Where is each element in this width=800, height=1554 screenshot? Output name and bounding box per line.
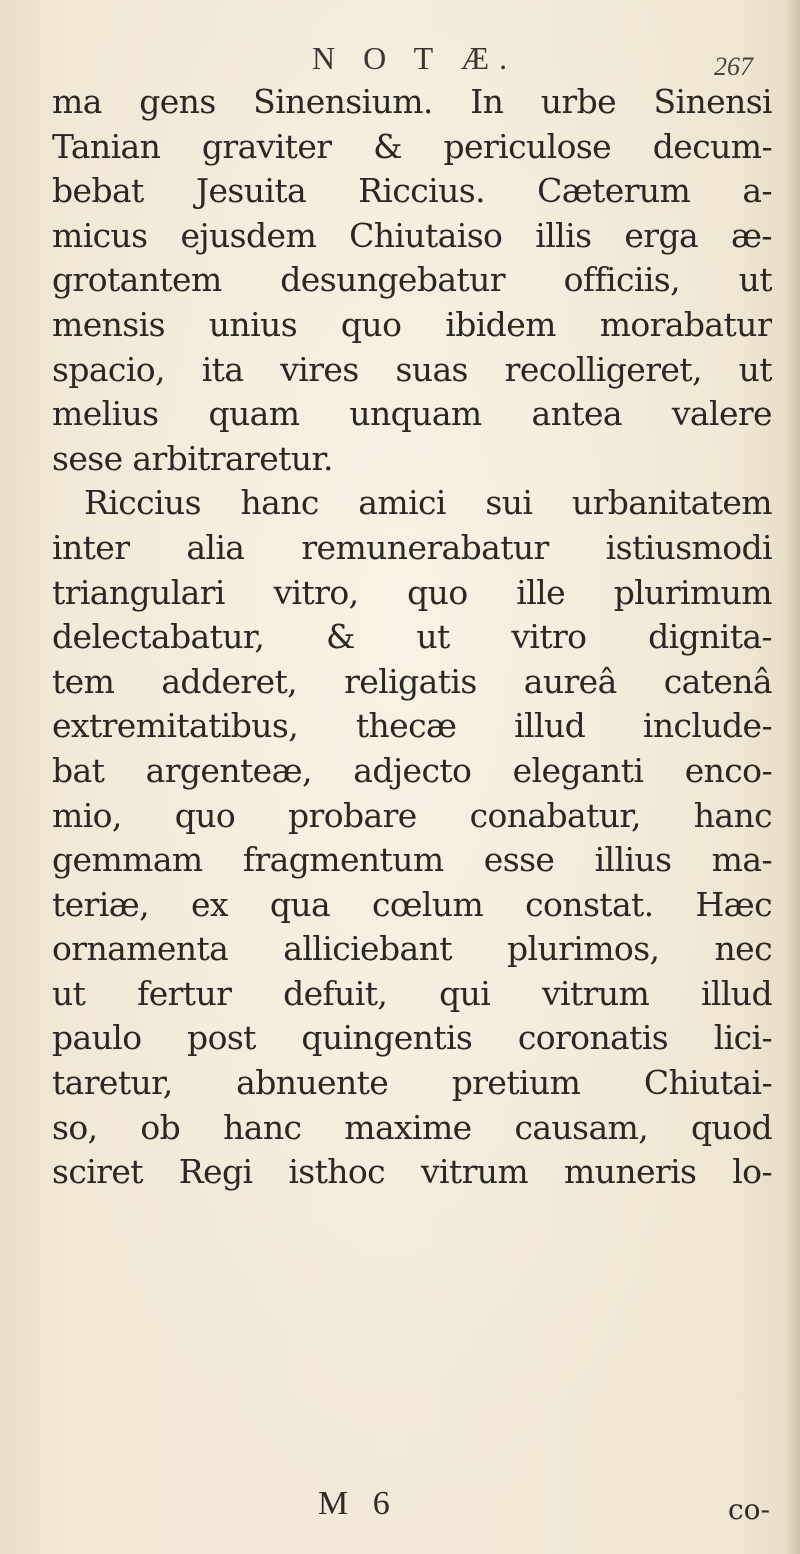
text-line: ma gens Sinensium. In urbe Sinensi <box>52 82 772 121</box>
text-line: tem adderet, religatis aureâ catenâ <box>52 661 772 701</box>
text-line: ornamenta alliciebant plurimos, nec <box>52 929 772 969</box>
text-line: paulo post quingentis coronatis lici- <box>52 1018 772 1058</box>
text-line: so, ob hanc maxime causam, quod <box>52 1107 772 1147</box>
text-line: ut fertur defuit, qui vitrum illud <box>52 973 772 1013</box>
catchword: co- <box>728 1493 770 1526</box>
text-line: teriæ, ex qua cœlum constat. Hæc <box>52 884 772 924</box>
page-footer <box>0 1485 800 1535</box>
text-line: extremitatibus, thecæ illud include- <box>52 706 772 746</box>
page-edge-shadow <box>786 0 800 1554</box>
body-text <box>52 80 772 1195</box>
paragraph-start-line: Riccius hanc amici sui urbanitatem <box>84 483 772 523</box>
text-line: taretur, abnuente pretium Chiutai- <box>52 1063 772 1103</box>
text-line: sciret Regi isthoc vitrum muneris lo- <box>52 1152 772 1192</box>
text-line: bebat Jesuita Riccius. Cæterum a- <box>52 171 772 211</box>
text-line: inter alia remunerabatur istiusmodi <box>52 527 772 567</box>
text-line: delectabatur, & ut vitro dignita- <box>52 617 772 657</box>
text-line: Tanian graviter & periculose decum- <box>52 126 772 166</box>
text-line: sese arbitraretur. <box>52 438 333 478</box>
signature-mark: M 6 <box>318 1485 398 1522</box>
text-line: melius quam unquam antea valere <box>52 394 772 434</box>
text-line: triangulari vitro, quo ille plurimum <box>52 572 772 612</box>
text-line: spacio, ita vires suas recolligeret, ut <box>52 349 772 389</box>
text-line: gemmam fragmentum esse illius ma- <box>52 840 772 880</box>
page-number: 267 <box>714 52 753 81</box>
text-line: mio, quo probare conabatur, hanc <box>52 795 772 835</box>
text-line: grotantem desungebatur officiis, ut <box>52 260 772 300</box>
text-line: micus ejusdem Chiutaiso illis erga æ- <box>52 215 772 255</box>
running-head: N O T Æ. <box>312 40 518 76</box>
text-line: bat argenteæ, adjecto eleganti enco- <box>52 750 772 790</box>
text-line: mensis unius quo ibidem morabatur <box>52 304 772 344</box>
page-header <box>0 40 800 80</box>
